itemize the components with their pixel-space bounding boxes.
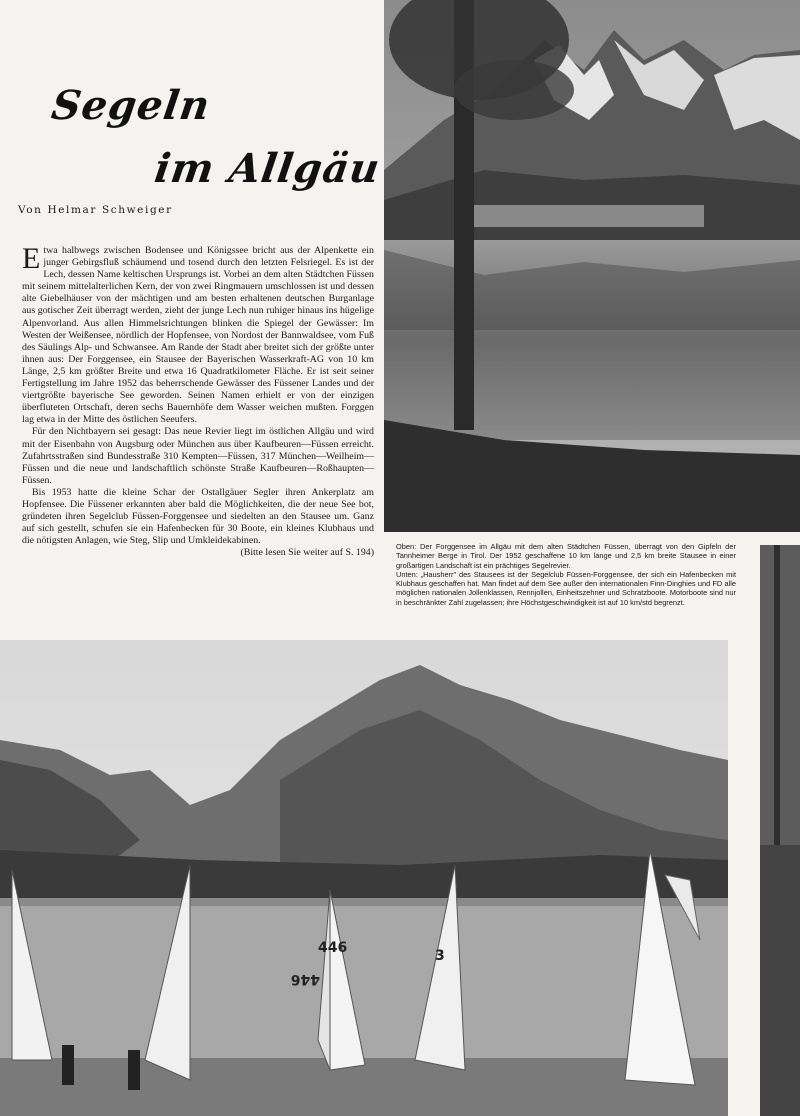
paragraph-1 [22, 242, 374, 426]
caption-top: Oben: Der Forggensee im Allgäu mit dem alten Städtchen Füssen, überragt von den Gipfeln der Tannheimer Berge in Tirol. Der 1952 geschaffene 10 km lange und 2,5 km breite Stausee in einer großartigen Landschaft ist ein prächtiges Segelrevier. [396, 542, 736, 570]
paragraph-3-text: Bis 1953 hatte die kleine Schar der Ostallgäuer Segler ihren Ankerplatz am Hopfensee. Die Füssener erkannten aber bald die Möglichkeiten, die der neue See bot, gründeten ihren Segelclub Füssen-Forggensee und siedelten an den Stausee um. Ganz auf sich gestellt, schufen sie ein Hafenbecken für 30 Boote, ein kleines Klubhaus und die nötigsten Anlagen, wie Steg, Slip und Umkleidekabinen. [22, 486, 374, 547]
photo-edge-strip [760, 545, 800, 1116]
dropcap: E [22, 242, 41, 275]
byline: Von Helmar Schweiger [18, 204, 173, 216]
article-title-line-1: Segeln [48, 82, 214, 129]
sail-number-side: 3 [435, 948, 445, 964]
photo-forggensee-mountains [384, 0, 800, 532]
paragraph-3 [22, 486, 374, 559]
paragraph-1-text: twa halbwegs zwischen Bodensee und Königssee bricht aus der Alpenkette ein junger Gebirgsfluß schäumend und tosend durch den letzten Felsriegel. Es ist der Lech, dessen Name keltischen Ursprungs ist. Vorbei an dem alten Städtchen Füssen mit seinem mittelalterlichen Kern, der von zwei Ringmauern umschlossen ist und dessen alte Giebelhäuser von der mächtigen und am besten erhaltenen deutschen Burganlage aus gotischer Zeit überragt werden, zieht der junge Lech nun ruhiger hinaus ins hügelige Alpenvorland. Aus allen Himmelsrichtungen blinken die Spiegel der Gewässer: Im Westen der Weißensee, nördlich der Hopfensee, von Nordost der Bannwaldsee, vom Fuß des Säulings Alp- und Schwansee. Am Rande der Stadt aber breitet sich der größte unter ihnen aus: Der Forggensee, ein Stausee der Bayerischen Wasserkraft-AG von 10 km Länge, 2,5 km größter Breite und etwa 16 Quadratkilometer Fläche. Er ist seit seiner Fertigstellung im Jahre 1952 das beherrschende Gewässer des Füssener Landes und der viertgrößte bayerische See geworden. Seinen Namen erhielt er von der einzigen überfluteten Ortschaft, deren sechs Bauernhöfe dem Wasser weichen mußten. Forggen lag etwa in der Mitte des östlichen Seeufers. [22, 245, 374, 426]
continuation-note: (Bitte lesen Sie weiter auf S. 194) [240, 547, 374, 559]
sail-number-front: 446 [318, 940, 348, 956]
photo-sailboats [0, 640, 728, 1116]
paragraph-2: Für den Nichtbayern sei gesagt: Das neue Revier liegt im östlichen Allgäu und wird mit der Eisenbahn von Augsburg oder München aus über Kaufbeuren—Füssen erreicht. Zufahrtsstraßen sind Bundesstraße 310 Kempten—Füssen, 317 München—Weilheim—Füssen und die neue und landschaftlich schönste Straße Kaufbeuren—Roßhaupten—Füssen. [22, 426, 374, 486]
article-body [22, 242, 374, 559]
sail-number-mirror: 446 [290, 971, 320, 987]
caption-bottom: Unten: „Hausherr" des Stausees ist der Segelclub Füssen-Forggensee, der sich ein Hafenbecken mit Klubhaus geschaffen hat. Man findet auf dem See außer den internationalen Finn-Dinghies und FD alle möglichen nationalen Jollenklassen, Rennjollen, Einheitszehner und Schratzboote. Motorboote sind nur in beschränkter Zahl zugelassen; ihre Höchstgeschwindigkeit ist auf 10 km/std begrenzt. [396, 569, 736, 607]
photo-caption [396, 542, 736, 607]
article-title-line-2: im Allgäu [151, 145, 384, 192]
